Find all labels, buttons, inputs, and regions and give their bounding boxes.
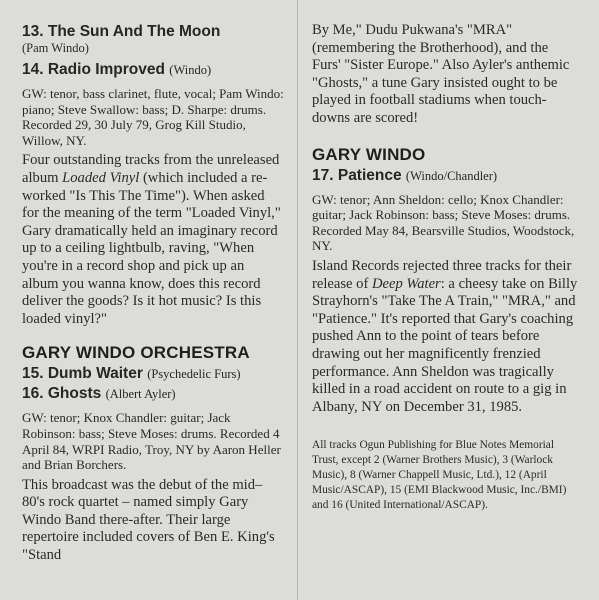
publishing-notes: All tracks Ogun Publishing for Blue Notes Memorial Trust, except 2 (Warner Brothers Music), 3 (Warlock Music), 8 (Warner Chappell Music, Ltd.), 12 (April Music/ASCAP), 15 (EMI Blackwood Music, Inc./BMI) and 16 (United International/ASCAP).: [312, 439, 567, 512]
track-title-text: 15. Dumb Waiter: [22, 365, 143, 383]
track-credit: (Psychedelic Furs): [147, 367, 241, 382]
track-title-text: 16. Ghosts: [22, 385, 102, 403]
track-title: [22, 364, 284, 384]
paragraph-text: : a cheesy take on Billy Strayhorn's "Take The A Train," "MRA," and "Patience." It's reported that Gary's coaching pushed Ann to the point of tears before drawing out her magnificently frenzied performance. Ann Sheldon was tragically killed in a road accident on route to a gig in Albany, NY on December 31, 1985.: [312, 275, 578, 415]
track-title: [22, 384, 284, 404]
column-divider: [297, 0, 298, 600]
track-credit: (Windo): [169, 63, 212, 77]
liner-paragraph: By Me," Dudu Pukwana's "MRA" (remembering the Brotherhood), and the Furs' "Sister Europe." Also Ayler's anthemic "Ghosts," a tune Gary insisted ought to be played in football stadiums when touch-downs are scored!: [312, 22, 570, 126]
paragraph-text: Island Records rejected three tracks for their release of: [312, 257, 572, 292]
track-title: 13. The Sun And The Moon: [22, 23, 221, 40]
section-heading: GARY WINDO ORCHESTRA: [22, 343, 250, 363]
paragraph-text: Four outstanding tracks from the unreleased album: [22, 152, 280, 186]
paragraph-text: (which included a re-worked "Is This The Time"). When asked for the meaning of the term "Loaded Vinyl," Gary dramatically held an imaginary record up to a ceiling lightbulb, raving, "When you're in a record shop and pick up an album you wanna know, does this record deliver the goods? Is it hot music? Is this loaded vinyl?": [22, 169, 281, 327]
track-credit: (Albert Ayler): [105, 387, 176, 402]
personnel-credits: GW: tenor; Knox Chandler: guitar; Jack Robinson: bass; Steve Moses: drums. Recorded 4 April 84, WRPI Radio, Troy, NY by Aaron Heller and Brian Borchers.: [22, 410, 281, 473]
track-title-text: 17. Patience: [312, 166, 402, 184]
left-column: [22, 22, 284, 565]
album-title: Deep Water: [371, 275, 441, 292]
section-heading: GARY WINDO: [312, 144, 426, 164]
personnel-credits: GW: tenor; Ann Sheldon: cello; Knox Chandler: guitar; Jack Robinson: bass; Steve Moses: drums. Recorded May 84, Bearsville Studios, Woodstock, NY.: [312, 191, 575, 254]
track-title: [312, 166, 578, 186]
liner-paragraph: [312, 258, 578, 416]
liner-paragraph: This broadcast was the debut of the mid–80's rock quartet – named simply Gary Windo Band there-after. Their large repertoire included covers of Ben E. King's "Stand: [22, 476, 275, 564]
track-credit: (Pam Windo): [22, 41, 89, 55]
right-column: [312, 22, 578, 513]
track-title: [22, 60, 284, 80]
personnel-credits: GW: tenor, bass clarinet, flute, vocal; Pam Windo: piano; Steve Swallow: bass; D. Sharpe: drums. Recorded 29, 30 July 79, Grog Kill Studio, Willow, NY.: [22, 86, 284, 148]
track-title-text: 14. Radio Improved: [22, 61, 165, 78]
liner-paragraph: [22, 152, 284, 328]
album-title: Loaded Vinyl: [62, 169, 140, 186]
track-credit: (Windo/Chandler): [405, 168, 498, 183]
